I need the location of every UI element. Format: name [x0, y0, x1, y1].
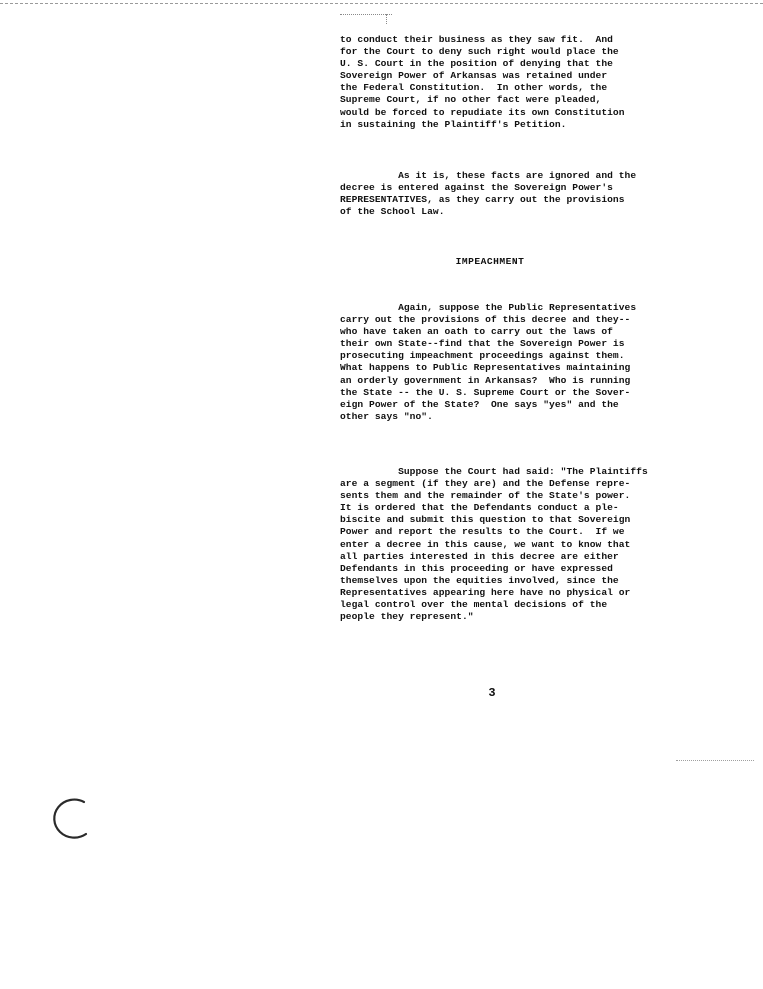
paragraph-impeachment-question: Again, suppose the Public Representatives carry out the provisions of this decree and they-- who have taken an oath to carry out the laws of their own State--find that the Sovereign Power is prosecuting impeachment proceedings against them. What happens to Public Representatives maintaining an orderly government in Arkansas? Who is running the State -- the U. S. Supreme Court or the Sover- eign Power of the State? One says "yes" and the other says "no". [340, 302, 637, 422]
paragraph-facts-ignored: As it is, these facts are ignored and the decree is entered against the Sovereign Power's REPRESENTATIVES, as they carry out the provisions of the School Law. [340, 170, 637, 218]
section-heading-impeachment: IMPEACHMENT [455, 256, 525, 267]
faint-stamp-mark [340, 14, 392, 15]
faint-stamp-tick [386, 14, 387, 24]
faint-margin-mark [676, 760, 754, 761]
punch-hole-mark-icon [44, 796, 94, 842]
paragraph-court-position: to conduct their business as they saw fit. And for the Court to deny such right would place the U. S. Court in the position of denying that the Sovereign Power of Arkansas was retained under the Federal Constitution. In other words, the Supreme Court, if no other fact were pleaded, would be forced to repudiate its own Constitution in sustaining the Plaintiff's Petition. [340, 34, 625, 130]
page-number: 3 [488, 686, 496, 700]
perforation-line [0, 3, 763, 4]
paragraph-court-hypothetical: Suppose the Court had said: "The Plaintiffs are a segment (if they are) and the Defense repre- sents them and the remainder of the State's power. It is ordered that the Defendants conduct a ple- biscite and submit this question to that Sovereign Power and report the results to the Court. If we enter a decree in this cause, we want to know that all parties interested in this decree are either Defendants in this proceeding or have expressed themselves upon the equities involved, since the Representatives appearing here have no physical or legal control over the mental decisions of the people they represent." [340, 466, 648, 623]
